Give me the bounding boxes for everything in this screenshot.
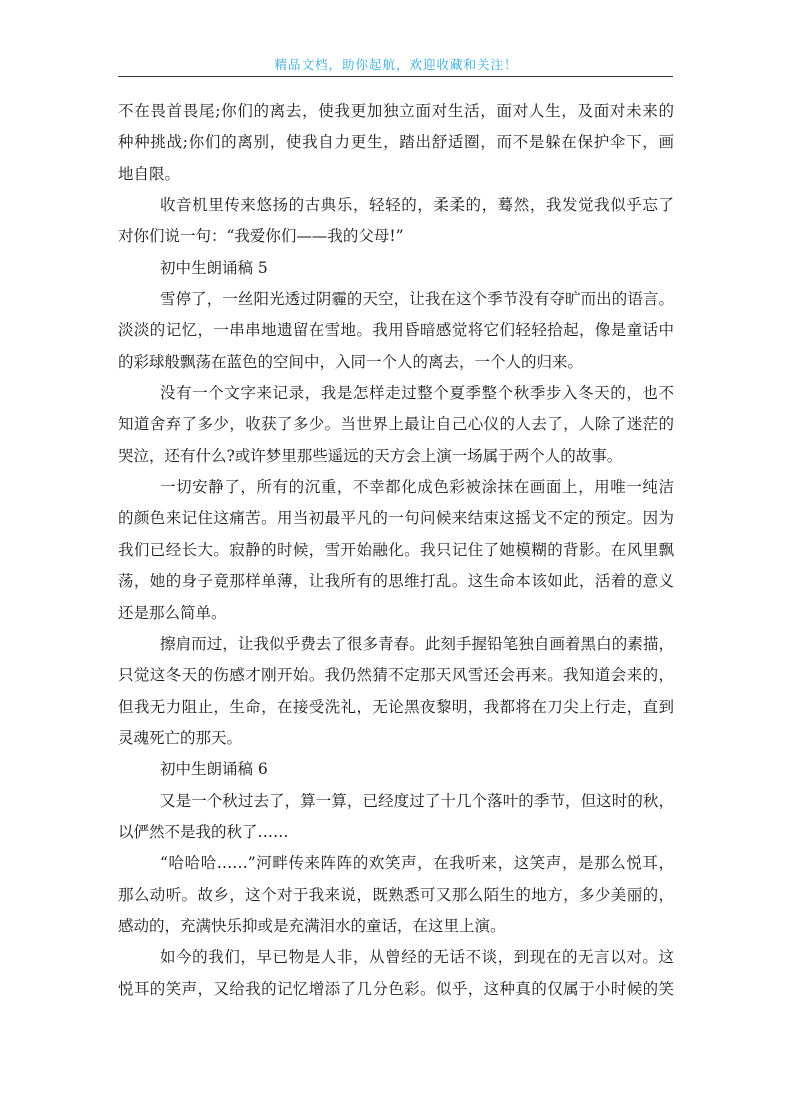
text-line: 荡，她的身子竟那样单薄，让我所有的思维打乱。这生命本该如此，活着的意义 bbox=[118, 572, 674, 591]
text-line: 以俨然不是我的秋了…… bbox=[118, 822, 289, 841]
text-line: 没有一个文字来记录，我是怎样走过整个夏季整个秋季步入冬天的，也不 bbox=[160, 384, 674, 403]
text-line: 初中生朗诵稿 5 bbox=[160, 258, 268, 277]
text-line: 只觉这冬天的伤感才刚开始。我仍然猜不定那天风雪还会再来。我知道会来的， bbox=[118, 666, 674, 685]
text-line: 擦肩而过，让我似乎费去了很多青春。此刻手握铅笔独自画着黑白的素描， bbox=[160, 634, 674, 653]
text-line: 的彩球般飘荡在蓝色的空间中，入同一个人的离去，一个人的归来。 bbox=[118, 352, 584, 371]
text-line: 如今的我们，早已物是人非，从曾经的无话不谈，到现在的无言以对。这 bbox=[160, 948, 674, 967]
text-line: 知道舍弃了多少，收获了多少。当世界上最让自己心仪的人去了，人除了迷茫的 bbox=[118, 415, 674, 434]
text-line: 一切安静了，所有的沉重，不幸都化成色彩被涂抹在画面上，用唯一纯洁 bbox=[160, 478, 674, 497]
text-line: 收音机里传来悠扬的古典乐，轻轻的，柔柔的，蓦然，我发觉我似乎忘了 bbox=[160, 196, 674, 215]
text-line: 又是一个秋过去了，算一算，已经度过了十几个落叶的季节，但这时的秋， bbox=[160, 791, 674, 810]
text-line: 雪停了，一丝阳光透过阴霾的天空，让我在这个季节没有夺旷而出的语言。 bbox=[160, 290, 674, 309]
text-line: 地自限。 bbox=[118, 164, 181, 183]
text-line: 种种挑战;你们的离别，使我自力更生，踏出舒适圈，而不是躲在保护伞下，画 bbox=[118, 133, 674, 152]
text-line: 我们已经长大。寂静的时候，雪开始融化。我只记住了她模糊的背影。在风里飘 bbox=[118, 540, 674, 559]
text-line: 悦耳的笑声，又给我的记忆增添了几分色彩。似乎，这种真的仅属于小时候的笑 bbox=[118, 979, 674, 998]
text-line: “哈哈哈……”河畔传来阵阵的欢笑声，在我听来，这笑声，是那么悦耳， bbox=[160, 854, 674, 873]
text-line: 还是那么简单。 bbox=[118, 603, 227, 622]
text-line: 初中生朗诵稿 6 bbox=[160, 760, 268, 779]
text-line: 对你们说一句：“我爱你们——我的父母!” bbox=[118, 227, 404, 246]
header-divider bbox=[118, 76, 673, 77]
text-line: 淡淡的记忆，一串串地遗留在雪地。我用昏暗感觉将它们轻轻拾起，像是童话中 bbox=[118, 321, 674, 340]
text-line: 不在畏首畏尾;你们的离去，使我更加独立面对生活，面对人生，及面对未来的 bbox=[118, 102, 674, 120]
document-body bbox=[118, 96, 674, 1005]
text-line: 的颜色来记住这痛苦。用当初最平凡的一句问候来结束这摇戈不定的预定。因为 bbox=[118, 509, 674, 528]
text-line: 灵魂死亡的那天。 bbox=[118, 728, 243, 747]
text-line: 那么动听。故乡，这个对于我来说，既熟悉可又那么陌生的地方，多少美丽的， bbox=[118, 885, 674, 904]
text-line: 感动的，充满快乐抑或是充满泪水的童话，在这里上演。 bbox=[118, 916, 506, 935]
text-line: 但我无力阻止，生命，在接受洗礼，无论黑夜黎明，我都将在刀尖上行走，直到 bbox=[118, 697, 674, 716]
text-line: 哭泣，还有什么?或许梦里那些遥远的天方会上演一场属于两个人的故事。 bbox=[118, 446, 623, 465]
page-header: 精品文档，助你起航，欢迎收藏和关注！ bbox=[274, 57, 518, 72]
